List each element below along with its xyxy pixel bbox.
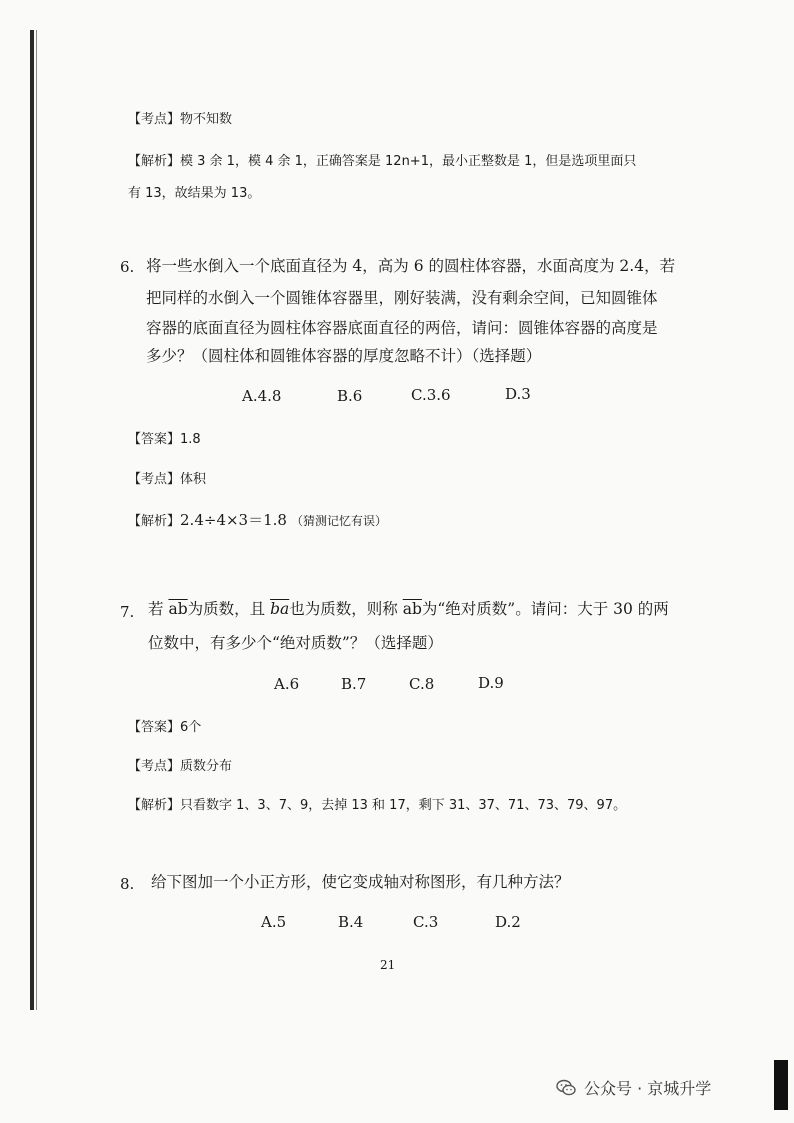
q7-kaodian [128,755,232,777]
question-6-line4: 多少？（圆柱体和圆锥体容器的厚度忽略不计）（选择题） [146,347,542,365]
question-6-line1: 将一些水倒入一个底面直径为 4，高为 6 的圆柱体容器，水面高度为 2.4，若 [146,257,676,275]
jiexi-tag: 【解析】 [128,154,181,169]
jiexi-tag: 【解析】 [128,798,181,813]
kaodian-text: 体积 [180,472,207,487]
jiexi-text: 只看数字 1、3、7、9，去掉 13 和 17，剩下 31、37、71、73、79、97。 [180,798,627,813]
q6-option-a: A.4.8 [242,387,282,405]
q6-option-c: C.3.6 [411,386,451,404]
q8-option-c: C.3 [413,913,439,931]
q7-ab2-overline: $\overline{ab}$ [402,600,422,618]
scan-edge-right [774,1060,788,1110]
watermark-text: 公众号 · 京城升学 [584,1079,712,1098]
question-7-number: 7. [120,603,135,621]
q8-option-b: B.4 [338,913,364,931]
answer-text: 1.8 [180,432,201,447]
kaodian-tag: 【考点】 [128,472,181,487]
scan-edge-mark-thin [36,30,37,1010]
q6-answer [128,428,201,450]
prev-jiexi-line1 [128,150,636,172]
q6-kaodian [128,468,206,490]
question-8-number: 8. [120,875,135,893]
kaodian-tag: 【考点】 [128,112,181,127]
kaodian-tag: 【考点】 [128,759,181,774]
q7-option-d: D.9 [478,674,504,692]
question-6-line2: 把同样的水倒入一个圆锥体容器里，刚好装满，没有剩余空间，已知圆锥体 [146,289,658,307]
q7-option-c: C.8 [409,675,435,693]
q7-option-a: A.6 [274,675,300,693]
q6-jiexi [128,510,387,532]
question-7-line1 [148,599,669,619]
q8-option-a: A.5 [261,913,287,931]
question-6-line3: 容器的底面直径为圆柱体容器底面直径的两倍，请问：圆锥体容器的高度是 [146,319,658,337]
q7-text-b: 为质数，且 [187,600,266,618]
scan-edge-mark [30,30,34,1010]
q7-option-b: B.7 [341,675,367,693]
wechat-icon [556,1079,576,1097]
q7-ab-overline: $\overline{ab}$ [168,600,188,618]
kaodian-text: 物不知数 [180,112,233,127]
jiexi-note: （猜测记忆有误） [290,514,387,528]
question-8-line1: 给下图加一个小正方形，使它变成轴对称图形，有几种方法？ [151,873,570,891]
kaodian-text: 质数分布 [180,759,233,774]
prev-jiexi-line2: 有 13，故结果为 13。 [128,186,261,201]
q8-option-d: D.2 [495,913,521,931]
q7-text-c: 也为质数，则称 [289,600,398,618]
answer-text: 6个 [180,720,202,735]
question-7-line2: 位数中，有多少个“绝对质数”？（选择题） [148,634,443,652]
answer-tag: 【答案】 [128,720,181,735]
jiexi-formula: 2.4÷4×3＝1.8 [180,511,287,529]
answer-tag: 【答案】 [128,432,181,447]
q7-ba-overline: $\overline{ba}$ [270,600,290,618]
watermark [556,1076,711,1099]
prev-kaodian [128,108,232,130]
page-number: 21 [380,958,396,972]
question-6-number: 6. [120,258,135,276]
jiexi-text: 模 3 余 1，模 4 余 1，正确答案是 12n+1，最小正整数是 1，但是选项里面只 [180,154,637,169]
jiexi-tag: 【解析】 [128,514,181,529]
q6-option-d: D.3 [505,385,531,403]
q7-text-d: 为“绝对质数”。请问：大于 30 的两 [421,600,669,618]
q6-option-b: B.6 [337,387,363,405]
q7-text-a: 若 [148,600,164,618]
q7-answer [128,716,201,738]
q7-jiexi [128,794,626,816]
